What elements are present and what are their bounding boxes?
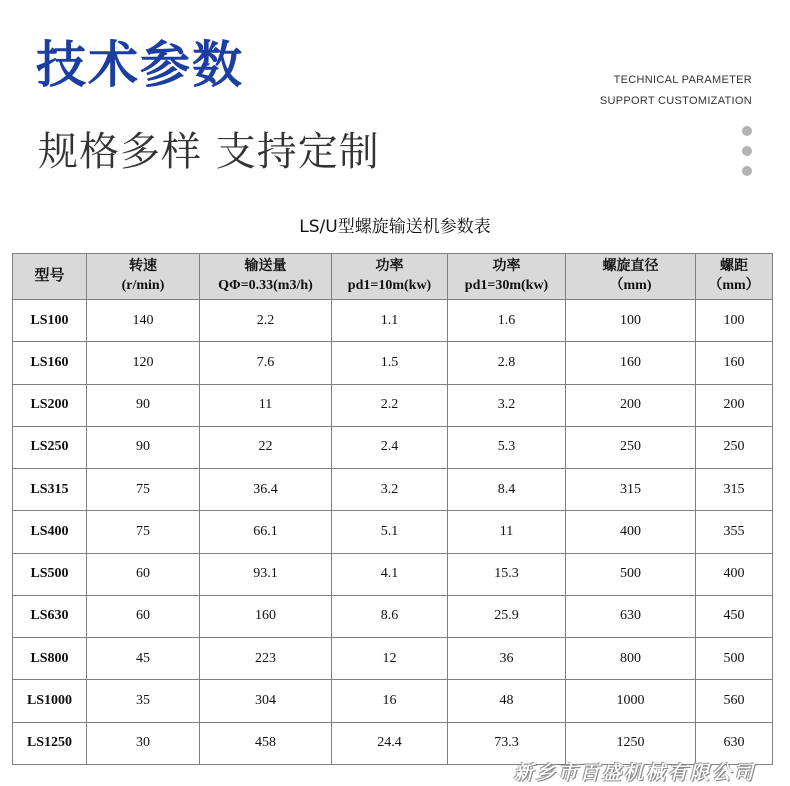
table-cell: 1.5 xyxy=(332,342,448,384)
table-cell: 8.6 xyxy=(332,595,448,637)
table-cell: 11 xyxy=(448,511,566,553)
table-cell: 93.1 xyxy=(200,553,332,595)
table-cell: 304 xyxy=(200,680,332,722)
header-model: 型号 xyxy=(13,254,87,300)
table-cell: 800 xyxy=(566,638,696,680)
table-cell: 223 xyxy=(200,638,332,680)
decorative-dot-icon xyxy=(742,166,752,176)
table-cell: 500 xyxy=(696,638,773,680)
table-cell: 73.3 xyxy=(448,722,566,764)
table-cell: 400 xyxy=(696,553,773,595)
decorative-dot-icon xyxy=(742,146,752,156)
model-cell: LS100 xyxy=(13,300,87,342)
header-capacity: 输送量 QΦ=0.33(m3/h) xyxy=(200,254,332,300)
table-cell: 66.1 xyxy=(200,511,332,553)
table-row xyxy=(13,595,773,637)
table-cell: 4.1 xyxy=(332,553,448,595)
table-cell: 160 xyxy=(200,595,332,637)
table-row xyxy=(13,680,773,722)
table-cell: 8.4 xyxy=(448,469,566,511)
model-cell: LS315 xyxy=(13,469,87,511)
table-cell: 60 xyxy=(87,595,200,637)
table-cell: 5.3 xyxy=(448,426,566,468)
page-subtitle: 规格多样 支持定制 xyxy=(38,129,380,175)
model-cell: LS400 xyxy=(13,511,87,553)
table-cell: 560 xyxy=(696,680,773,722)
table-cell: 400 xyxy=(566,511,696,553)
table-cell: 3.2 xyxy=(332,469,448,511)
table-cell: 160 xyxy=(566,342,696,384)
table-cell: 36 xyxy=(448,638,566,680)
table-cell: 140 xyxy=(87,300,200,342)
table-row xyxy=(13,553,773,595)
table-cell: 48 xyxy=(448,680,566,722)
table-cell: 630 xyxy=(566,595,696,637)
table-cell: 36.4 xyxy=(200,469,332,511)
table-cell: 5.1 xyxy=(332,511,448,553)
table-cell: 315 xyxy=(696,469,773,511)
english-title: TECHNICAL PARAMETER xyxy=(613,74,752,86)
table-row xyxy=(13,511,773,553)
header-power-10m: 功率 pd1=10m(kw) xyxy=(332,254,448,300)
model-cell: LS1250 xyxy=(13,722,87,764)
table-cell: 11 xyxy=(200,384,332,426)
model-cell: LS630 xyxy=(13,595,87,637)
table-cell: 200 xyxy=(566,384,696,426)
table-cell: 60 xyxy=(87,553,200,595)
table-cell: 500 xyxy=(566,553,696,595)
table-caption: LS/U型螺旋输送机参数表 xyxy=(299,217,491,237)
table-cell: 355 xyxy=(696,511,773,553)
table-cell: 458 xyxy=(200,722,332,764)
header-speed: 转速 (r/min) xyxy=(87,254,200,300)
table-cell: 315 xyxy=(566,469,696,511)
table-cell: 1.6 xyxy=(448,300,566,342)
table-cell: 12 xyxy=(332,638,448,680)
table-row xyxy=(13,384,773,426)
table-cell: 250 xyxy=(566,426,696,468)
table-cell: 1000 xyxy=(566,680,696,722)
table-cell: 35 xyxy=(87,680,200,722)
table-row xyxy=(13,342,773,384)
table-cell: 75 xyxy=(87,511,200,553)
table-cell: 90 xyxy=(87,426,200,468)
table-cell: 75 xyxy=(87,469,200,511)
header-pitch: 螺距 （mm） xyxy=(696,254,773,300)
table-cell: 22 xyxy=(200,426,332,468)
table-row xyxy=(13,426,773,468)
table-cell: 24.4 xyxy=(332,722,448,764)
model-cell: LS800 xyxy=(13,638,87,680)
table-cell: 100 xyxy=(566,300,696,342)
table-row xyxy=(13,300,773,342)
header-power-30m: 功率 pd1=30m(kw) xyxy=(448,254,566,300)
table-cell: 450 xyxy=(696,595,773,637)
table-cell: 200 xyxy=(696,384,773,426)
english-subtitle: SUPPORT CUSTOMIZATION xyxy=(599,95,752,107)
table-cell: 2.2 xyxy=(200,300,332,342)
table-cell: 2.8 xyxy=(448,342,566,384)
table-cell: 630 xyxy=(696,722,773,764)
model-cell: LS1000 xyxy=(13,680,87,722)
model-cell: LS250 xyxy=(13,426,87,468)
table-cell: 1250 xyxy=(566,722,696,764)
table-cell: 1.1 xyxy=(332,300,448,342)
table-cell: 3.2 xyxy=(448,384,566,426)
table-cell: 30 xyxy=(87,722,200,764)
table-row xyxy=(13,469,773,511)
model-cell: LS500 xyxy=(13,553,87,595)
table-cell: 25.9 xyxy=(448,595,566,637)
table-cell: 120 xyxy=(87,342,200,384)
parameter-table xyxy=(12,253,773,765)
table-cell: 2.4 xyxy=(332,426,448,468)
model-cell: LS200 xyxy=(13,384,87,426)
table-cell: 15.3 xyxy=(448,553,566,595)
table-cell: 90 xyxy=(87,384,200,426)
company-watermark: 新乡市百盛机械有限公司 xyxy=(513,762,756,784)
decorative-dot-icon xyxy=(742,126,752,136)
table-header-row xyxy=(13,254,773,300)
table-cell: 7.6 xyxy=(200,342,332,384)
table-cell: 2.2 xyxy=(332,384,448,426)
table-row xyxy=(13,638,773,680)
table-cell: 250 xyxy=(696,426,773,468)
table-cell: 45 xyxy=(87,638,200,680)
table-cell: 16 xyxy=(332,680,448,722)
header-screw-diameter: 螺旋直径 （mm) xyxy=(566,254,696,300)
table-cell: 160 xyxy=(696,342,773,384)
table-cell: 100 xyxy=(696,300,773,342)
page-title: 技术参数 xyxy=(36,36,244,94)
model-cell: LS160 xyxy=(13,342,87,384)
